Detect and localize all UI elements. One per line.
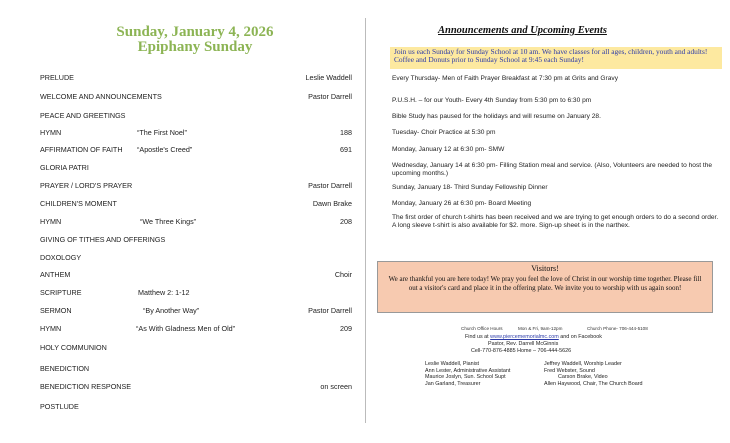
service-row <box>40 252 352 264</box>
item-detail: “As With Gladness Men of Old” <box>136 324 236 333</box>
service-row <box>40 323 352 335</box>
item-name: BENEDICTION RESPONSE <box>40 382 132 391</box>
service-row <box>40 180 352 192</box>
item-name: GIVING OF TITHES AND OFFERINGS <box>40 235 166 244</box>
item-detail: Matthew 2: 1-12 <box>138 288 190 297</box>
item-leader: Pastor Darrell <box>308 92 352 101</box>
item-detail: “We Three Kings” <box>140 217 197 226</box>
item-name: CHILDREN'S MOMENT <box>40 199 117 208</box>
staff-list-right <box>544 361 642 387</box>
item-name: AFFIRMATION OF FAITH <box>40 145 123 154</box>
pastor-phone: Cell-770-876-4885 Home – 706-444-5626 <box>471 348 572 354</box>
find-us-prefix: Find us at <box>465 334 489 340</box>
service-row <box>40 234 352 246</box>
announcement-item: Sunday, January 18- Third Sunday Fellowship Dinner <box>392 184 548 191</box>
item-name: ANTHEM <box>40 270 71 279</box>
service-row <box>40 127 352 139</box>
announcement-item: Bible Study has paused for the holidays and will resume on January 28. <box>392 113 601 120</box>
service-row <box>40 198 352 210</box>
service-row <box>40 91 352 103</box>
hymn-number: 188 <box>340 128 352 137</box>
hymn-number: 209 <box>340 324 352 333</box>
hymn-number: 691 <box>340 145 352 154</box>
staff-entry: Jan Garland, Treasurer <box>425 380 481 387</box>
announcements-title: Announcements and Upcoming Events <box>438 25 607 36</box>
staff-entry: Ann Lester, Administrative Assistant <box>425 367 511 374</box>
item-leader: Pastor Darrell <box>308 306 352 315</box>
staff-entry: Maurice Joslyn, Sun. School Supt <box>425 374 506 381</box>
service-row <box>40 305 352 317</box>
item-leader: Pastor Darrell <box>308 181 352 190</box>
service-row <box>40 287 352 299</box>
item-name: DOXOLOGY <box>40 253 82 262</box>
announcement-item: Every Thursday- Men of Faith Prayer Breakfast at 7:30 pm at Grits and Gravy <box>392 75 618 82</box>
item-name: PRELUDE <box>40 73 74 82</box>
service-row <box>40 72 352 84</box>
announcement-item: Monday, January 26 at 6:30 pm- Board Meeting <box>392 200 532 207</box>
pastor-name: Pastor, Rev. Darrell McGinnis <box>488 341 559 347</box>
item-leader: Dawn Brake <box>312 199 352 208</box>
announcement-item: Tuesday- Choir Practice at 5:30 pm <box>392 129 496 136</box>
find-us-line <box>465 334 602 340</box>
item-name: HYMN <box>40 324 62 333</box>
item-note: on screen <box>320 382 352 391</box>
office-hours-label: Church Office Hours <box>461 326 503 331</box>
item-name: POSTLUDE <box>40 402 79 411</box>
item-detail: “By Another Way” <box>143 306 200 315</box>
service-row <box>40 162 352 174</box>
staff-entry: Leslie Waddell, Pianist <box>425 361 480 367</box>
find-us-suffix: and on Facebook <box>560 334 602 340</box>
item-name: PEACE AND GREETINGS <box>40 111 126 120</box>
sunday-school-highlight <box>390 47 722 69</box>
item-name: SERMON <box>40 306 72 315</box>
website-link[interactable]: www.piercememorialmc.com <box>490 334 559 340</box>
staff-entry: Fred Webster, Sound <box>544 367 595 374</box>
visitors-message: We are thankful you are here today! We pray you feel the love of Christ in our worship time together. Please fill out a visitor's card and place it in the offering plate. We invite you to worship with us again soon! <box>388 275 702 292</box>
visitors-box <box>377 261 713 313</box>
hymn-number: 208 <box>340 217 352 226</box>
office-hours: Mon & Fri, 9am-12pm <box>518 326 563 331</box>
staff-entry: Allen Haywood, Chair, The Church Board <box>544 380 643 387</box>
visitors-title: Visitors! <box>531 264 559 273</box>
item-name: HYMN <box>40 128 62 137</box>
item-name: GLORIA PATRI <box>40 163 89 172</box>
item-name: PRAYER / LORD'S PRAYER <box>40 181 133 190</box>
service-row <box>40 216 352 228</box>
service-row <box>40 144 352 156</box>
service-row <box>40 401 352 413</box>
column-divider <box>365 18 366 423</box>
item-name: WELCOME AND ANNOUNCEMENTS <box>40 92 162 101</box>
service-row <box>40 381 352 393</box>
church-phone: Church Phone- 706-444-5108 <box>587 326 648 331</box>
item-leader: Choir <box>334 270 352 279</box>
service-occasion: Epiphany Sunday <box>137 39 253 55</box>
item-name: SCRIPTURE <box>40 288 82 297</box>
service-row <box>40 342 352 354</box>
item-name: HYMN <box>40 217 62 226</box>
service-row <box>40 363 352 375</box>
service-row <box>40 110 352 122</box>
staff-entry: Carson Brake, Video <box>558 374 608 381</box>
item-leader: Leslie Waddell <box>305 73 352 82</box>
staff-list-left <box>425 361 510 387</box>
service-date: Sunday, January 4, 2026 <box>116 24 274 40</box>
announcement-item: Wednesday, January 14 at 6:30 pm- Filling Station meal and service. (Also, Volunteers are needed to host the upcoming months.) <box>392 162 713 177</box>
staff-entry: Jeffrey Waddell, Worship Leader <box>544 361 622 367</box>
item-name: HOLY COMMUNION <box>40 343 107 352</box>
announcement-item: Monday, January 12 at 6:30 pm- SMW <box>392 146 505 153</box>
sunday-school-text: Join us each Sunday for Sunday School at 10 am. We have classes for all ages, children, youth and adults! Coffee and Donuts prior to Sunday School at 9:45 each Sunday! <box>394 47 708 65</box>
service-row <box>40 269 352 281</box>
item-name: BENEDICTION <box>40 364 90 373</box>
announcement-item: P.U.S.H. – for our Youth- Every 4th Sunday from 5:30 pm to 6:30 pm <box>392 97 592 104</box>
item-detail: “Apostle's Creed” <box>137 145 193 154</box>
announcement-item: The first order of church t-shirts has been received and we are trying to get enough orders to do a second order. A long sleeve t-shirt is also available for $2. more. Sign-up sheet is in the narthex. <box>392 214 719 229</box>
item-detail: “The First Noel” <box>137 128 187 137</box>
